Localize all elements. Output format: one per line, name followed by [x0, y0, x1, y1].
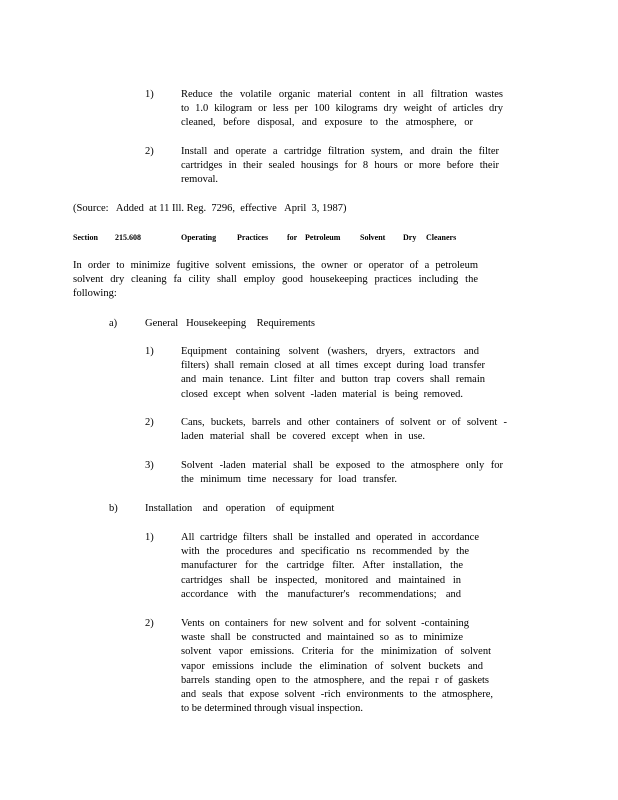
- text-line: the minimum time necessary for load transfer.: [181, 474, 397, 486]
- source-note: (Source: Added at 11 Ill. Reg. 7296, effective April 3, 1987): [73, 203, 347, 214]
- text-line: vapor emissions include the elimination of solvent buckets and: [181, 660, 483, 672]
- text-line: Cans, buckets, barrels and other containers of solvent or of solvent -: [181, 417, 507, 428]
- section-title-word: for: [287, 233, 298, 242]
- section-title-word: Cleaners: [426, 233, 457, 242]
- section-number: 215.608: [115, 233, 141, 242]
- text-line: Vents on containers for new solvent and for solvent -containing: [181, 618, 469, 629]
- text-line: manufacturer for the cartridge filter. After installation, the: [181, 560, 463, 572]
- text-line: Solvent -laden material shall be exposed to the atmosphere only for: [181, 460, 503, 471]
- section-title-word: Solvent: [360, 233, 386, 242]
- text-line: laden material shall be covered except when in use.: [181, 431, 425, 443]
- text-line: closed except when solvent -laden material is being removed.: [181, 388, 463, 400]
- text-line: barrels standing open to the atmosphere, and the repai r of gaskets: [181, 674, 489, 686]
- item-text: [181, 345, 485, 402]
- item-number: 3): [145, 460, 154, 471]
- intro-paragraph: [73, 259, 478, 302]
- item-number: 2): [145, 618, 154, 629]
- text-line: following:: [73, 288, 117, 300]
- text-line: with the procedures and specificatio ns recommended by the: [181, 546, 469, 558]
- text-line: and main tenance. Lint filter and button trap covers shall remain: [181, 374, 485, 386]
- item-text: [181, 459, 503, 487]
- subsection-title: Installation and operation of equipment: [145, 503, 335, 514]
- subsection-letter: a): [109, 318, 118, 329]
- section-title-word: Operating: [181, 233, 217, 242]
- text-line: and seals that expose solvent -rich environments to the atmosphere,: [181, 688, 493, 700]
- item-number: 2): [145, 146, 154, 157]
- item-number: 1): [145, 532, 154, 543]
- item-number: 2): [145, 417, 154, 428]
- item-text: [181, 617, 491, 716]
- text-line: In order to minimize fugitive solvent emissions, the owner or operator of a petroleum: [73, 260, 478, 271]
- text-line: Install and operate a cartridge filtration system, and drain the filter: [181, 146, 499, 157]
- item-text: [181, 531, 479, 602]
- text-line: solvent dry cleaning fa cility shall employ good housekeeping practices including the: [73, 274, 478, 286]
- text-line: removal.: [181, 174, 219, 186]
- text-line: cartridges in their sealed housings for 8 hours or more before their: [181, 160, 499, 172]
- item-text: [181, 145, 499, 188]
- subsection-title: General Housekeeping Requirements: [145, 318, 315, 329]
- text-line: cleaned, before disposal, and exposure to the atmosphere, or: [181, 117, 473, 129]
- section-title-word: Dry: [403, 233, 417, 242]
- item-text: [181, 88, 503, 131]
- text-line: solvent vapor emissions. Criteria for the minimization of solvent: [181, 646, 491, 658]
- text-line: to be determined through visual inspection.: [181, 703, 363, 715]
- section-title-word: Practices: [237, 233, 269, 242]
- text-line: filters) shall remain closed at all times except during load transfer: [181, 360, 485, 372]
- text-line: Reduce the volatile organic material content in all filtration wastes: [181, 89, 503, 100]
- text-line: All cartridge filters shall be installed and operated in accordance: [181, 532, 479, 543]
- section-title-word: Petroleum: [305, 233, 341, 242]
- text-line: waste shall be constructed and maintained so as to minimize: [181, 632, 463, 644]
- text-line: Equipment containing solvent (washers, dryers, extractors and: [181, 346, 479, 357]
- section-label: Section: [73, 233, 98, 242]
- subsection-letter: b): [109, 503, 118, 514]
- item-number: 1): [145, 346, 154, 357]
- item-text: [181, 416, 507, 444]
- text-line: cartridges shall be inspected, monitored and maintained in: [181, 574, 461, 586]
- item-number: 1): [145, 89, 154, 100]
- text-line: to 1.0 kilogram or less per 100 kilograms dry weight of articles dry: [181, 103, 503, 115]
- text-line: accordance with the manufacturer's recommendations; and: [181, 588, 461, 600]
